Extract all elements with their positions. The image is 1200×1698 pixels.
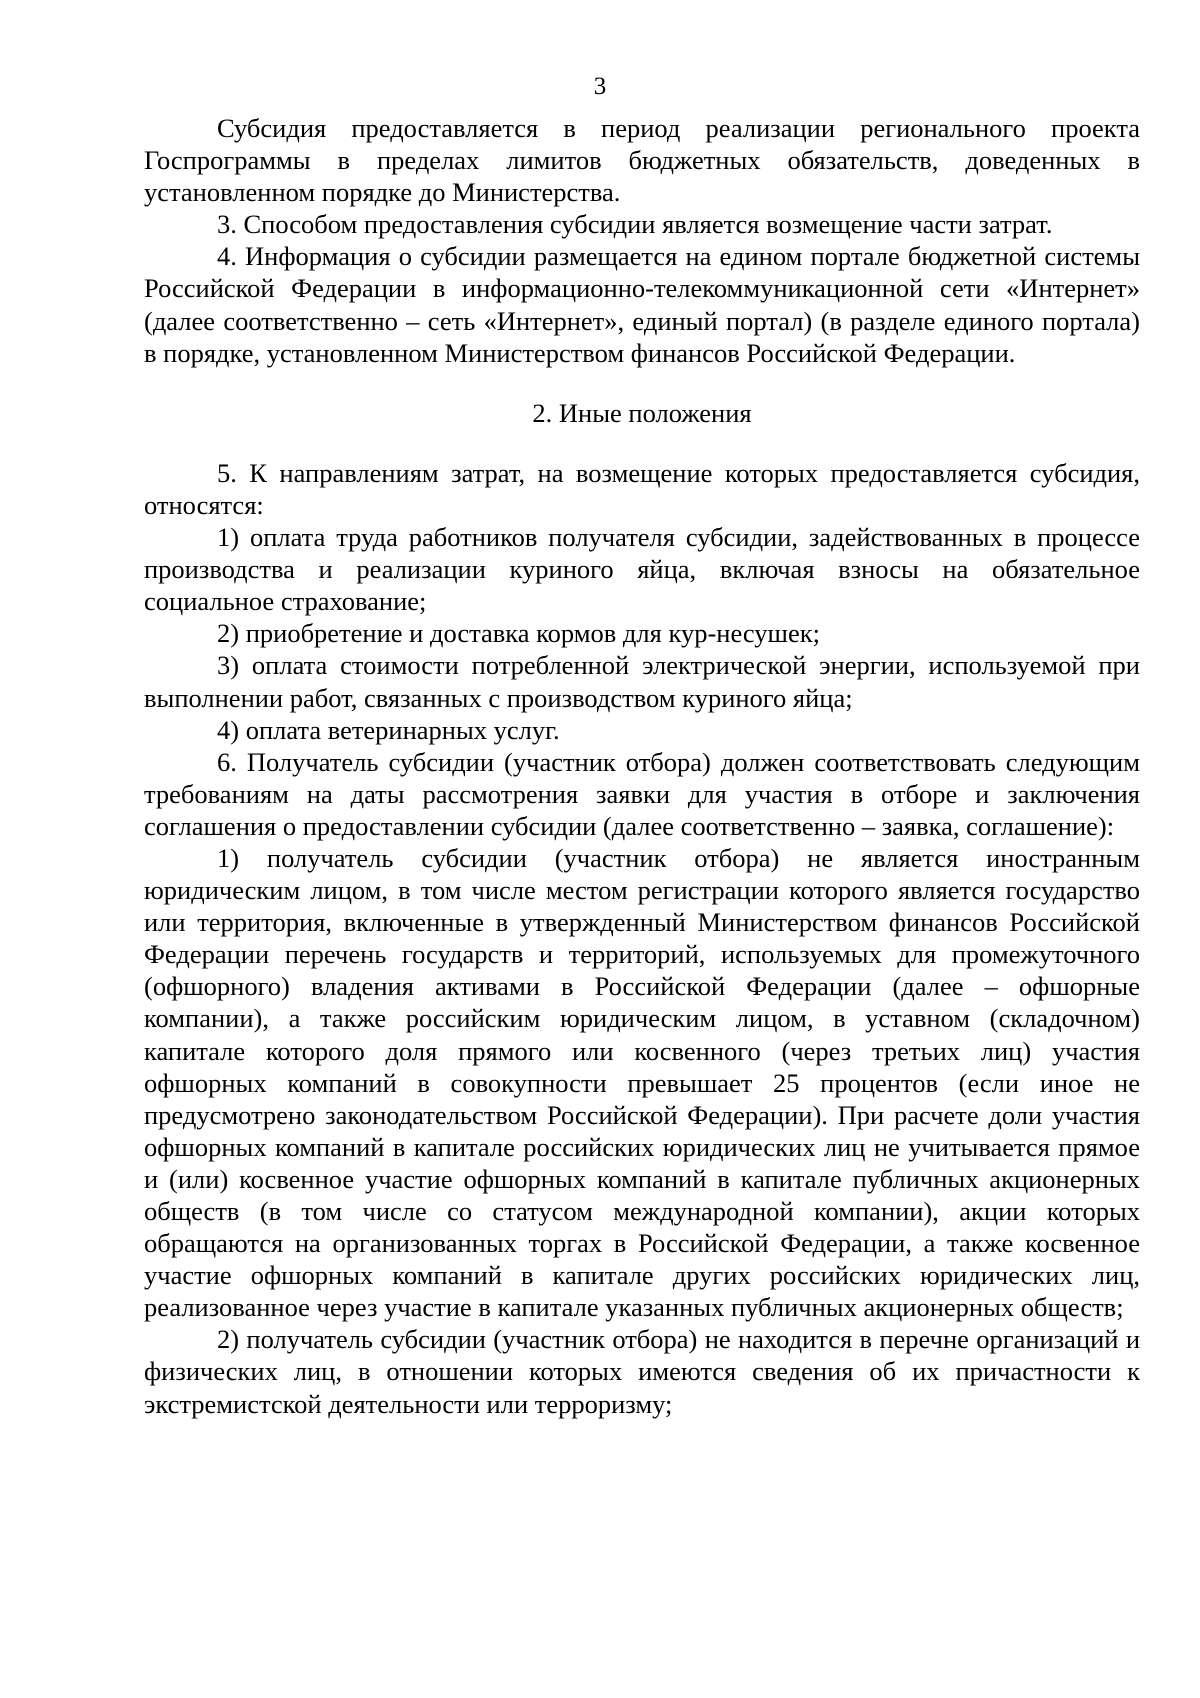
- paragraph-item-4: 4. Информация о субсидии размещается на едином портале бюджетной системы Российской Федерации в информационно-телекоммуникационной сети «Интернет» (далее соответственно – сеть «Интернет», единый портал) (в разделе единого портала) в порядке, установленном Министерством финансов Российской Федерации.: [144, 241, 1140, 368]
- paragraph-item-5-3: 3) оплата стоимости потребленной электрической энергии, используемой при выполнении работ, связанных с производством куриного яйца;: [144, 650, 1140, 713]
- paragraph-item-5-1: 1) оплата труда работников получателя субсидии, задействованных в процессе производства и реализации куриного яйца, включая взносы на обязательное социальное страхование;: [144, 522, 1140, 617]
- document-body: [144, 112, 1140, 1420]
- paragraph-item-6: 6. Получатель субсидии (участник отбора) должен соответствовать следующим требованиям на даты рассмотрения заявки для участия в отборе и заключения соглашения о предоставлении субсидии (далее соответственно – заявка, соглашение):: [144, 746, 1140, 841]
- section-heading: 2. Иные положения: [532, 397, 752, 428]
- paragraph-item-5: 5. К направлениям затрат, на возмещение которых предоставляется субсидия, относятся:: [144, 457, 1140, 520]
- paragraph-item-6-1: 1) получатель субсидии (участник отбора) не является иностранным юридическим лицом, в том числе местом регистрации которого является государство или территория, включенные в утвержденный Министерством финансов Российской Федерации перечень государств и территорий, используемых для промежуточного (офшорного) владения активами в Российской Федерации (далее – офшорные компании), а также российским юридическим лицом, в уставном (складочном) капитале которого доля прямого или косвенного (через третьих лиц) участия офшорных компаний в совокупности превышает 25 процентов (если иное не предусмотрено законодательством Российской Федерации). При расчете доли участия офшорных компаний в капитале российских юридических лиц не учитывается прямое и (или) косвенное участие офшорных компаний в капитале публичных акционерных обществ (в том числе со статусом международной компании), акции которых обращаются на организованных торгах в Российской Федерации, а также косвенное участие офшорных компаний в капитале других российских юридических лиц, реализованное через участие в капитале указанных публичных акционерных обществ;: [144, 842, 1140, 1323]
- paragraph-item-5-2: 2) приобретение и доставка кормов для кур-несушек;: [217, 618, 820, 649]
- paragraph-subsidy-period: Субсидия предоставляется в период реализации регионального проекта Госпрограммы в пределах лимитов бюджетных обязательств, доведенных в установленном порядке до Министерства.: [144, 113, 1140, 208]
- paragraph-item-6-2: 2) получатель субсидии (участник отбора) не находится в перечне организаций и физических лиц, в отношении которых имеются сведения об их причастности к экстремистской деятельности или терроризму;: [144, 1324, 1140, 1419]
- paragraph-item-3: 3. Способом предоставления субсидии является возмещение части затрат.: [217, 209, 1053, 240]
- paragraph-item-5-4: 4) оплата ветеринарных услуг.: [217, 714, 560, 745]
- page-number: 3: [593, 73, 607, 100]
